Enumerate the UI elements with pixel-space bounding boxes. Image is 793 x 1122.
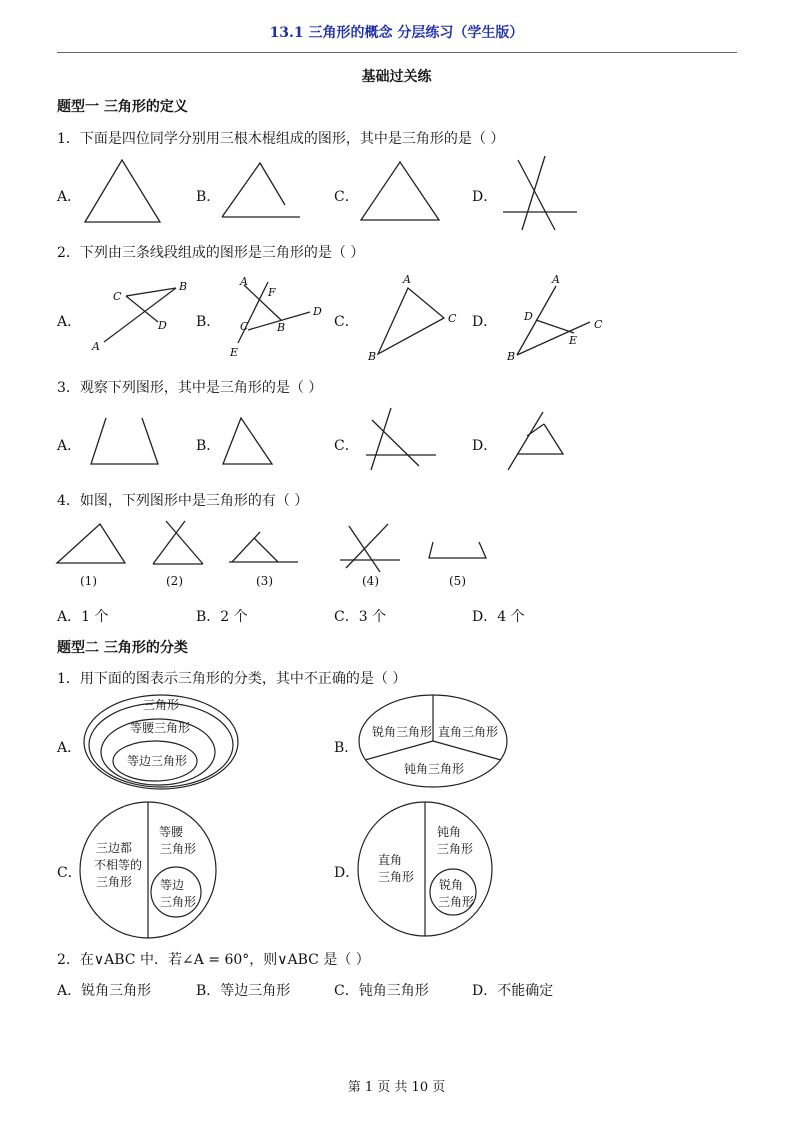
- t2a-label-isosceles: 等腰三角形: [129, 721, 191, 735]
- header-title: 13.1 三角形的概念 分层练习（学生版）: [269, 25, 524, 41]
- t1q2a-label-a: A: [92, 340, 100, 353]
- t2d-label-obtuse-2: 三角形: [436, 842, 474, 856]
- t1-q4-option-a: A．1 个: [57, 609, 109, 625]
- t2-q2-option-c: C．钝角三角形: [334, 983, 429, 999]
- t2-q2-option-a: A．锐角三角形: [57, 983, 152, 999]
- t1q2c-label-c: C: [448, 312, 457, 325]
- t2-q2-option-b: B．等边三角形: [196, 983, 291, 999]
- t1q2d-label-d: D: [524, 310, 533, 323]
- t1q4-fig-label-4: (4): [362, 574, 379, 588]
- t2c-label-isosceles-1: 等腰: [158, 825, 184, 839]
- t2b-label-right: 直角三角形: [437, 725, 499, 739]
- t1-q3-option-c: C．: [334, 438, 359, 454]
- t1-q4-option-d: D．4 个: [472, 609, 525, 625]
- t1q4-fig-label-5: (5): [449, 574, 466, 588]
- t1-q3-text: 3．观察下列图形，其中是三角形的是（ ）: [57, 380, 323, 396]
- t1-q1-option-b: B．: [196, 189, 221, 205]
- t2-q1-option-b: B．: [334, 740, 359, 756]
- t2c-label-equilateral-2: 三角形: [159, 895, 197, 909]
- t1-q1-option-a: A．: [57, 189, 82, 205]
- t2d-label-right-1: 直角: [377, 853, 403, 867]
- t1-q2-option-b: B．: [196, 314, 221, 330]
- t1-q1-option-c: C．: [334, 189, 359, 205]
- t1q2d-label-b: B: [507, 350, 516, 363]
- t1-q4-option-c: C．3 个: [334, 609, 387, 625]
- t1q2a-label-c: C: [113, 290, 122, 303]
- section-title: 基础过关练: [361, 69, 432, 85]
- t1q4-fig-label-3: (3): [256, 574, 273, 588]
- t1q2b-label-c: C: [240, 320, 249, 333]
- t2c-label-isosceles-2: 三角形: [159, 842, 197, 856]
- t1q2c-label-b: B: [368, 350, 377, 363]
- t1-q4-option-b: B．2 个: [196, 609, 248, 625]
- t2a-label-equilateral: 等边三角形: [126, 754, 188, 768]
- t2c-label-equilateral-1: 等边: [159, 878, 185, 892]
- t1-q2-text: 2．下列由三条线段组成的图形是三角形的是（ ）: [57, 245, 365, 261]
- t2-q1-option-d: D．: [334, 865, 360, 881]
- t1-q2-option-a: A．: [57, 314, 82, 330]
- t1q2b-label-f: F: [268, 286, 276, 299]
- t2d-label-acute-1: 锐角: [438, 878, 464, 892]
- t2-q1-text: 1．用下面的图表示三角形的分类，其中不正确的是（ ）: [57, 671, 407, 687]
- t1q2d-label-a: A: [552, 273, 560, 286]
- t1-q3-option-d: D．: [472, 438, 498, 454]
- t2c-label-scalene-3: 三角形: [95, 875, 133, 889]
- t1q2b-label-a: A: [240, 275, 248, 288]
- t1-q1-option-d: D．: [472, 189, 498, 205]
- t2-q2-text: 2．在∨ABC 中．若∠A = 60°，则∨ABC 是（ ）: [57, 952, 370, 968]
- t1-q3-option-b: B．: [196, 438, 221, 454]
- t1-q2-option-c: C．: [334, 314, 359, 330]
- t2c-label-scalene-2: 不相等的: [93, 858, 143, 872]
- t2d-label-right-2: 三角形: [377, 870, 415, 884]
- t1q2d-label-c: C: [594, 318, 603, 331]
- t1-q3-option-a: A．: [57, 438, 82, 454]
- t1q2c-label-a: A: [403, 273, 411, 286]
- t1q2d-label-e: E: [569, 334, 578, 347]
- t2a-label-triangle: 三角形: [142, 698, 180, 712]
- t1-q2-option-d: D．: [472, 314, 498, 330]
- t1q2b-label-e: E: [230, 346, 239, 359]
- type2-title: 题型二 三角形的分类: [57, 640, 188, 656]
- type1-title: 题型一 三角形的定义: [57, 99, 188, 115]
- t1q2a-label-b: B: [179, 280, 188, 293]
- t2-q1-option-a: A．: [57, 740, 82, 756]
- t2d-label-obtuse-1: 钝角: [436, 825, 462, 839]
- t2-q2-option-d: D．不能确定: [472, 983, 554, 999]
- t1q4-fig-label-2: (2): [166, 574, 183, 588]
- t1q2b-label-d: D: [313, 305, 322, 318]
- t1q4-fig-label-1: (1): [80, 574, 97, 588]
- t2b-label-obtuse: 钝角三角形: [403, 762, 465, 776]
- t2c-label-scalene-1: 三边都: [95, 841, 133, 855]
- t1-q1-text: 1．下面是四位同学分别用三根木棍组成的图形，其中是三角形的是（ ）: [57, 131, 505, 147]
- t2b-label-acute: 锐角三角形: [371, 725, 433, 739]
- t2-q1-option-c: C．: [57, 865, 82, 881]
- t2d-label-acute-2: 三角形: [437, 895, 475, 909]
- t1q2a-label-d: D: [158, 319, 167, 332]
- page-footer: 第 1 页 共 10 页: [347, 1080, 446, 1095]
- t1q2b-label-b: B: [277, 321, 286, 334]
- t1-q4-text: 4．如图，下列图形中是三角形的有（ ）: [57, 493, 309, 509]
